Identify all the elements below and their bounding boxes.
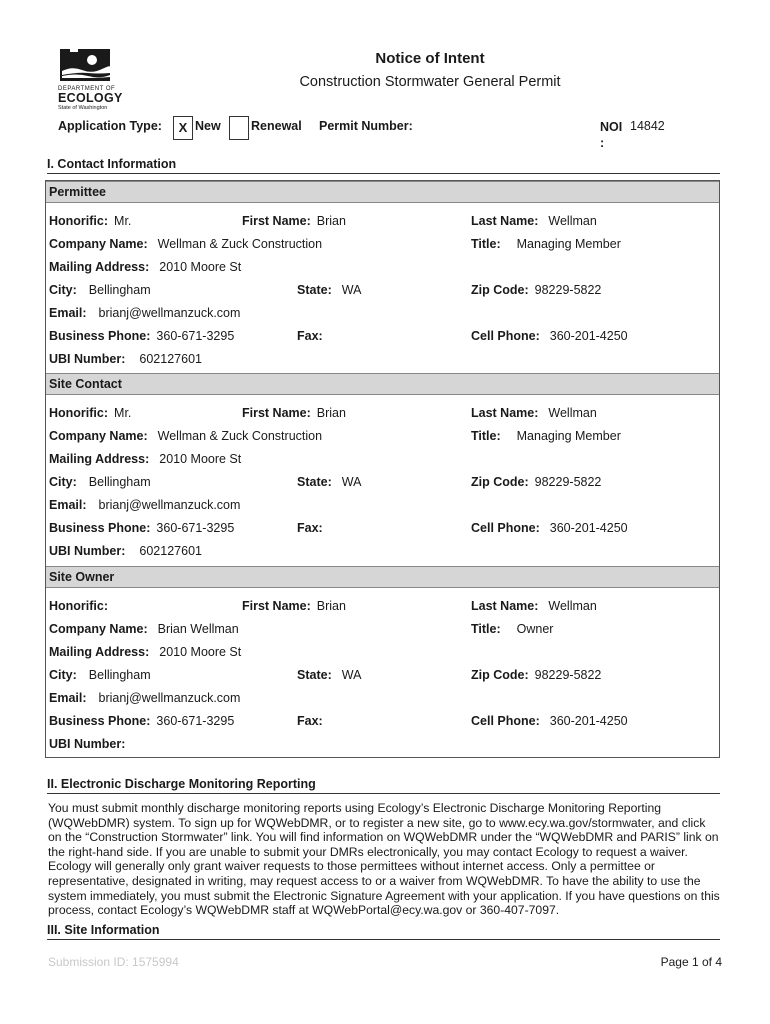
- site-owner-city-row: [46, 668, 719, 688]
- last-name-label: Last Name:: [471, 406, 539, 420]
- email-label: Email:: [49, 498, 87, 512]
- site-contact-honorific: Mr.: [114, 406, 132, 420]
- email-label: Email:: [49, 306, 87, 320]
- site-contact-state: WA: [341, 475, 362, 489]
- business-phone-label: Business Phone:: [49, 329, 151, 343]
- permittee-title: Managing Member: [516, 237, 621, 251]
- permittee-mailing: 2010 Moore St: [159, 260, 242, 274]
- fax-label: Fax:: [297, 714, 323, 728]
- new-label: New: [195, 119, 221, 133]
- company-label: Company Name:: [49, 622, 148, 636]
- honorific-label: Honorific:: [49, 599, 109, 613]
- site-contact-city: Bellingham: [88, 475, 151, 489]
- permittee-email-row: [46, 306, 719, 326]
- site-owner-cell-phone: 360-201-4250: [549, 714, 628, 728]
- fax-label: Fax:: [297, 521, 323, 535]
- permittee-name-row: [46, 214, 719, 234]
- site-contact-first-name: Brian: [316, 406, 346, 420]
- site-contact-phone-row: [46, 521, 719, 541]
- city-label: City:: [49, 283, 77, 297]
- last-name-label: Last Name:: [471, 214, 539, 228]
- site-contact-email: brianj@wellmanzuck.com: [98, 498, 241, 512]
- business-phone-label: Business Phone:: [49, 521, 151, 535]
- business-phone-label: Business Phone:: [49, 714, 151, 728]
- noi-number: [600, 119, 665, 151]
- site-owner-city: Bellingham: [88, 668, 151, 682]
- site-contact-ubi: 602127601: [139, 544, 202, 558]
- city-label: City:: [49, 475, 77, 489]
- site-contact-band: Site Contact: [46, 373, 719, 395]
- site-contact-name-row: [46, 406, 719, 426]
- site-owner-company-row: [46, 622, 719, 642]
- cell-phone-label: Cell Phone:: [471, 521, 540, 535]
- site-owner-business-phone: 360-671-3295: [156, 714, 235, 728]
- site-owner-ubi-row: [46, 737, 719, 757]
- first-name-label: First Name:: [242, 214, 311, 228]
- site-contact-title: Managing Member: [516, 429, 621, 443]
- first-name-label: First Name:: [242, 599, 311, 613]
- site-contact-zip: 98229-5822: [534, 475, 602, 489]
- application-type-label: Application Type:: [58, 119, 162, 133]
- site-owner-mailing: 2010 Moore St: [159, 645, 242, 659]
- site-owner-state: WA: [341, 668, 362, 682]
- last-name-label: Last Name:: [471, 599, 539, 613]
- site-owner-phone-row: [46, 714, 719, 734]
- logo-state-text: State of Washington: [58, 105, 108, 111]
- honorific-label: Honorific:: [49, 406, 109, 420]
- site-contact-mailing: 2010 Moore St: [159, 452, 242, 466]
- mailing-label: Mailing Address:: [49, 452, 150, 466]
- site-owner-email-row: [46, 691, 719, 711]
- first-name-label: First Name:: [242, 406, 311, 420]
- contact-information-table: [45, 180, 720, 758]
- mailing-label: Mailing Address:: [49, 645, 150, 659]
- permittee-last-name: Wellman: [548, 214, 597, 228]
- ubi-label: UBI Number:: [49, 544, 126, 558]
- permittee-honorific: Mr.: [114, 214, 132, 228]
- logo-ecology-text: ECOLOGY: [58, 91, 123, 105]
- permit-number-label: Permit Number:: [319, 119, 413, 133]
- site-owner-name-row: [46, 599, 719, 619]
- site-contact-email-row: [46, 498, 719, 518]
- fax-label: Fax:: [297, 329, 323, 343]
- logo-department-text: DEPARTMENT OF: [58, 86, 116, 92]
- ubi-label: UBI Number:: [49, 352, 126, 366]
- title-label: Title:: [471, 237, 501, 251]
- permittee-company: Wellman & Zuck Construction: [157, 237, 323, 251]
- site-contact-mailing-row: [46, 452, 719, 472]
- section-site-info-heading: III. Site Information: [47, 923, 720, 940]
- permittee-band: Permittee: [46, 181, 719, 203]
- site-contact-ubi-row: [46, 544, 719, 564]
- permittee-business-phone: 360-671-3295: [156, 329, 235, 343]
- permittee-zip: 98229-5822: [534, 283, 602, 297]
- site-contact-company: Wellman & Zuck Construction: [157, 429, 323, 443]
- site-contact-last-name: Wellman: [548, 406, 597, 420]
- page-number: Page 1 of 4: [660, 955, 722, 969]
- permittee-company-row: [46, 237, 719, 257]
- permittee-mailing-row: [46, 260, 719, 280]
- permittee-ubi: 602127601: [139, 352, 202, 366]
- zip-label: Zip Code:: [471, 283, 529, 297]
- site-owner-title: Owner: [516, 622, 554, 636]
- state-label: State:: [297, 668, 332, 682]
- site-owner-band: Site Owner: [46, 566, 719, 588]
- ubi-label: UBI Number:: [49, 737, 126, 751]
- title-label: Title:: [471, 622, 501, 636]
- permittee-cell-phone: 360-201-4250: [549, 329, 628, 343]
- page-title: Notice of Intent: [375, 50, 485, 67]
- renewal-label: Renewal: [251, 119, 302, 133]
- site-contact-cell-phone: 360-201-4250: [549, 521, 628, 535]
- honorific-label: Honorific:: [49, 214, 109, 228]
- site-owner-last-name: Wellman: [548, 599, 597, 613]
- section-contact-heading: I. Contact Information: [47, 157, 720, 174]
- permittee-ubi-row: [46, 352, 719, 372]
- site-owner-company: Brian Wellman: [157, 622, 239, 636]
- permittee-state: WA: [341, 283, 362, 297]
- submission-id: Submission ID: 1575994: [48, 955, 179, 969]
- city-label: City:: [49, 668, 77, 682]
- noi-label: NOI :: [600, 120, 623, 150]
- permittee-first-name: Brian: [316, 214, 346, 228]
- permittee-city: Bellingham: [88, 283, 151, 297]
- section-edmr-heading: II. Electronic Discharge Monitoring Reporting: [47, 777, 720, 794]
- state-label: State:: [297, 283, 332, 297]
- site-contact-city-row: [46, 475, 719, 495]
- renewal-checkbox[interactable]: [229, 116, 249, 140]
- zip-label: Zip Code:: [471, 668, 529, 682]
- site-owner-mailing-row: [46, 645, 719, 665]
- site-owner-zip: 98229-5822: [534, 668, 602, 682]
- permittee-email: brianj@wellmanzuck.com: [98, 306, 241, 320]
- email-label: Email:: [49, 691, 87, 705]
- company-label: Company Name:: [49, 429, 148, 443]
- company-label: Company Name:: [49, 237, 148, 251]
- site-contact-business-phone: 360-671-3295: [156, 521, 235, 535]
- edmr-instructions: You must submit monthly discharge monitoring reports using Ecology’s Electronic Discharge Monitoring Reporting (WQWebDMR) system. To sign up for WQWebDMR, or to register a new site, go to www.ecy.wa.gov/stormwater, and click on the “Construction Stormwater” link. You will find information on WQWebDMR under the “WQWebDMR and PARIS” link on the right-hand side. If you are unable to submit your DMRs electronically, you may contact Ecology to request a waiver. Ecology will generally only grant waiver requests to those permittees without internet access. Only a permittee or representative, designated in writing, may request access to or a waiver from WQWebDMR. To have the ability to use the system immediately, you must submit the Electronic Signature Agreement with your application. If you have questions on this process, contact Ecology’s WQWebDMR staff at WQWebPortal@ecy.wa.gov or 360-407-7097.: [48, 801, 720, 918]
- cell-phone-label: Cell Phone:: [471, 329, 540, 343]
- permittee-city-row: [46, 283, 719, 303]
- zip-label: Zip Code:: [471, 475, 529, 489]
- cell-phone-label: Cell Phone:: [471, 714, 540, 728]
- state-label: State:: [297, 475, 332, 489]
- permittee-phone-row: [46, 329, 719, 349]
- page-subtitle: Construction Stormwater General Permit: [299, 74, 561, 90]
- noi-value: 14842: [630, 119, 665, 133]
- mailing-label: Mailing Address:: [49, 260, 150, 274]
- site-contact-company-row: [46, 429, 719, 449]
- site-owner-first-name: Brian: [316, 599, 346, 613]
- new-checkbox[interactable]: X: [173, 116, 193, 140]
- title-label: Title:: [471, 429, 501, 443]
- site-owner-email: brianj@wellmanzuck.com: [98, 691, 241, 705]
